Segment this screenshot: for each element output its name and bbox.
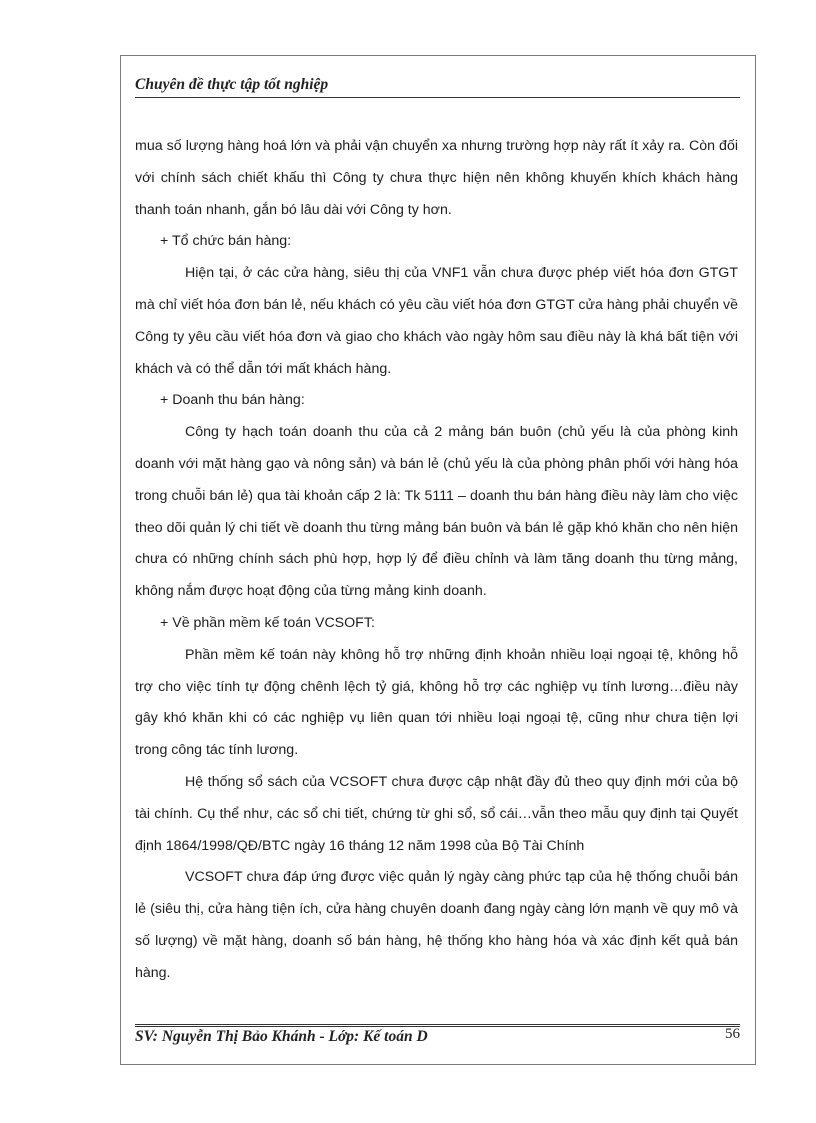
paragraph-revenue: Công ty hạch toán doanh thu của cả 2 mảng bán buôn (chủ yếu là của phòng kinh doanh với mặt hàng gạo và nông sản) và bán lẻ (chủ yếu là của phòng phân phối với hàng hóa trong chuỗi bán lẻ) qua tài khoản cấp 2 là: Tk 5111 – doanh thu bán hàng điều này làm cho việc theo dõi quản lý chi tiết về doanh thu từng mảng bán buôn và bán lẻ gặp khó khăn cho nên hiện chưa có những chính sách phù hợp, hợp lý để điều chỉnh và làm tăng doanh thu từng mảng, không nắm được hoạt động của từng mảng kinh doanh. (135, 424, 738, 600)
footer-divider (135, 1024, 740, 1027)
section-heading-sales-organization: + Tổ chức bán hàng: (160, 233, 292, 250)
footer-author: SV: Nguyễn Thị Bảo Khánh - Lớp: Kế toán D (135, 1028, 428, 1045)
paragraph-software-support: Phần mềm kế toán này không hỗ trợ những định khoản nhiều loại ngoại tệ, không hỗ trợ cho việc tính tự động chênh lệch tỷ giá, không hỗ trợ các nghiệp vụ tính lương…điều này gây khó khăn khi có các nghiệp vụ liên quan tới nhiều loại ngoại tệ, cũng như chưa tiện lợi trong công tác tính lương. (135, 646, 738, 759)
section-heading-sales-revenue: + Doanh thu bán hàng: (160, 392, 305, 409)
document-body (135, 131, 738, 990)
page-number: 56 (725, 1026, 740, 1042)
paragraph-retail-chain: VCSOFT chưa đáp ứng được việc quản lý ngày càng phức tạp của hệ thống chuỗi bán lẻ (siêu thị, cửa hàng tiện ích, cửa hàng chuyên doanh đang ngày càng lớn mạnh về quy mô và số lượng) về mặt hàng, doanh số bán hàng, hệ thống kho hàng hóa và xác định kết quả bán hàng. (135, 869, 738, 981)
header-divider (135, 97, 740, 98)
page-header-title: Chuyên đề thực tập tốt nghiệp (135, 76, 329, 93)
paragraph-invoice: Hiện tại, ở các cửa hàng, siêu thị của VNF1 vẫn chưa được phép viết hóa đơn GTGT mà chỉ viết hóa đơn bán lẻ, nếu khách có yêu cầu viết hóa đơn GTGT cửa hàng phải chuyển về Công ty yêu cầu viết hóa đơn và giao cho khách vào ngày hôm sau điều này là khá bất tiện với khách và có thể dẫn tới mất khách hàng. (135, 265, 738, 377)
paragraph-continuation: mua số lượng hàng hoá lớn và phải vận chuyển xa nhưng trường hợp này rất ít xảy ra. Còn đối với chính sách chiết khấu thì Công ty chưa thực hiện nên không khuyến khích khách hàng thanh toán nhanh, gắn bó lâu dài với Công ty hơn. (135, 138, 738, 218)
paragraph-bookkeeping: Hệ thống sổ sách của VCSOFT chưa được cập nhật đầy đủ theo quy định mới của bộ tài chính. Cụ thể như, các sổ chi tiết, chứng từ ghi sổ, sổ cái…vẫn theo mẫu quy định tại Quyết định 1864/1998/QĐ/BTC ngày 16 tháng 12 năm 1998 của Bộ Tài Chính (135, 773, 738, 854)
section-heading-accounting-software: + Về phần mềm kế toán VCSOFT: (160, 614, 375, 631)
